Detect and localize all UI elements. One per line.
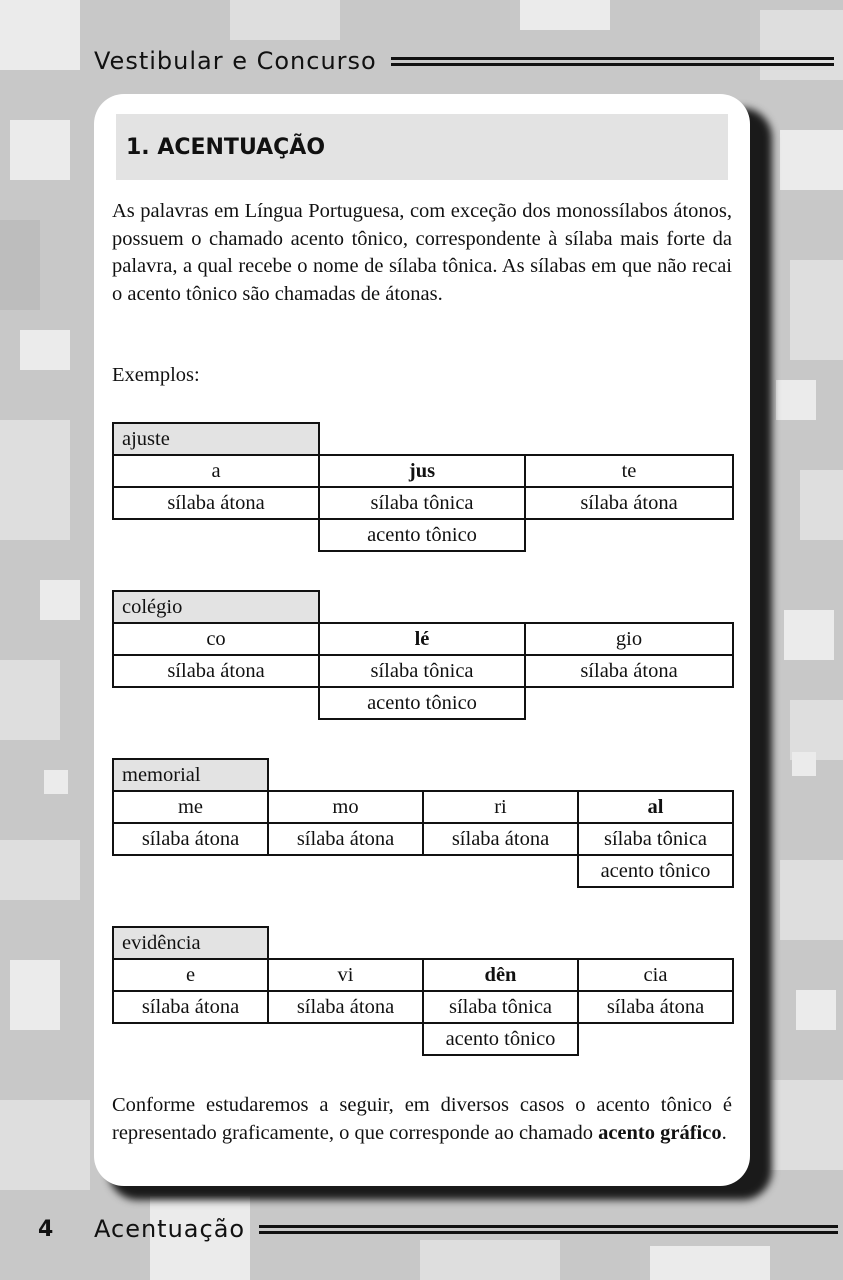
syllable-type-cell: sílaba átona <box>578 991 733 1023</box>
syllable-type-cell: sílaba átona <box>268 823 423 855</box>
syllable-cell: ri <box>423 791 578 823</box>
syllable-type-cell: sílaba tônica <box>319 487 525 519</box>
syllable-type-cell: sílaba átona <box>525 655 733 687</box>
section-heading <box>116 114 728 180</box>
example-word: colégio <box>113 591 319 623</box>
syllable-type-cell: sílaba átona <box>113 487 319 519</box>
example-word: evidência <box>113 927 268 959</box>
accent-label-cell: acento tônico <box>319 687 525 719</box>
syllable-cell: co <box>113 623 319 655</box>
closing-bold-term: acento gráfico <box>598 1121 722 1144</box>
example-table-colegio <box>112 590 734 720</box>
accent-label-cell: acento tônico <box>578 855 733 887</box>
stressed-syllable-cell: lé <box>319 623 525 655</box>
footer-rule <box>259 1225 838 1234</box>
syllable-type-cell: sílaba átona <box>113 823 268 855</box>
header-rule <box>391 57 834 66</box>
syllable-type-cell: sílaba átona <box>113 991 268 1023</box>
header-title: Vestibular e Concurso <box>94 47 377 75</box>
accent-label-cell: acento tônico <box>319 519 525 551</box>
syllable-cell: mo <box>268 791 423 823</box>
syllable-cell: te <box>525 455 733 487</box>
syllable-cell: e <box>113 959 268 991</box>
example-word: memorial <box>113 759 268 791</box>
example-word: ajuste <box>113 423 319 455</box>
syllable-type-cell: sílaba átona <box>423 823 578 855</box>
syllable-cell: a <box>113 455 319 487</box>
closing-text: Conforme estudaremos a seguir, em diversos casos o acento tônico é representado graficamente, o que corresponde ao chamado <box>112 1094 732 1144</box>
syllable-type-cell: sílaba tônica <box>578 823 733 855</box>
accent-label-cell: acento tônico <box>423 1023 578 1055</box>
example-table-memorial <box>112 758 734 888</box>
example-table-ajuste <box>112 422 734 552</box>
example-table-evidencia <box>112 926 734 1056</box>
page-footer <box>38 1212 838 1246</box>
section-title: 1. ACENTUAÇÃO <box>126 134 326 160</box>
page-number: 4 <box>38 1216 54 1242</box>
syllable-type-cell: sílaba átona <box>268 991 423 1023</box>
stressed-syllable-cell: al <box>578 791 733 823</box>
syllable-type-cell: sílaba átona <box>113 655 319 687</box>
page-header <box>94 44 834 78</box>
stressed-syllable-cell: dên <box>423 959 578 991</box>
closing-end: . <box>721 1121 727 1144</box>
content-card <box>94 94 750 1186</box>
closing-paragraph <box>112 1092 732 1147</box>
intro-paragraph: As palavras em Língua Portuguesa, com exceção dos monossílabos átonos, possuem o chamado acento tônico, correspondente à sílaba mais forte da palavra, a qual recebe o nome de sílaba tônica. As sílabas em que não recai o acento tônico são chamadas de átonas. <box>112 200 732 305</box>
footer-title: Acentuação <box>94 1215 246 1243</box>
examples-label: Exemplos: <box>112 364 200 386</box>
syllable-cell: cia <box>578 959 733 991</box>
syllable-cell: vi <box>268 959 423 991</box>
syllable-cell: me <box>113 791 268 823</box>
syllable-cell: gio <box>525 623 733 655</box>
stressed-syllable-cell: jus <box>319 455 525 487</box>
syllable-type-cell: sílaba tônica <box>319 655 525 687</box>
syllable-type-cell: sílaba átona <box>525 487 733 519</box>
syllable-type-cell: sílaba tônica <box>423 991 578 1023</box>
